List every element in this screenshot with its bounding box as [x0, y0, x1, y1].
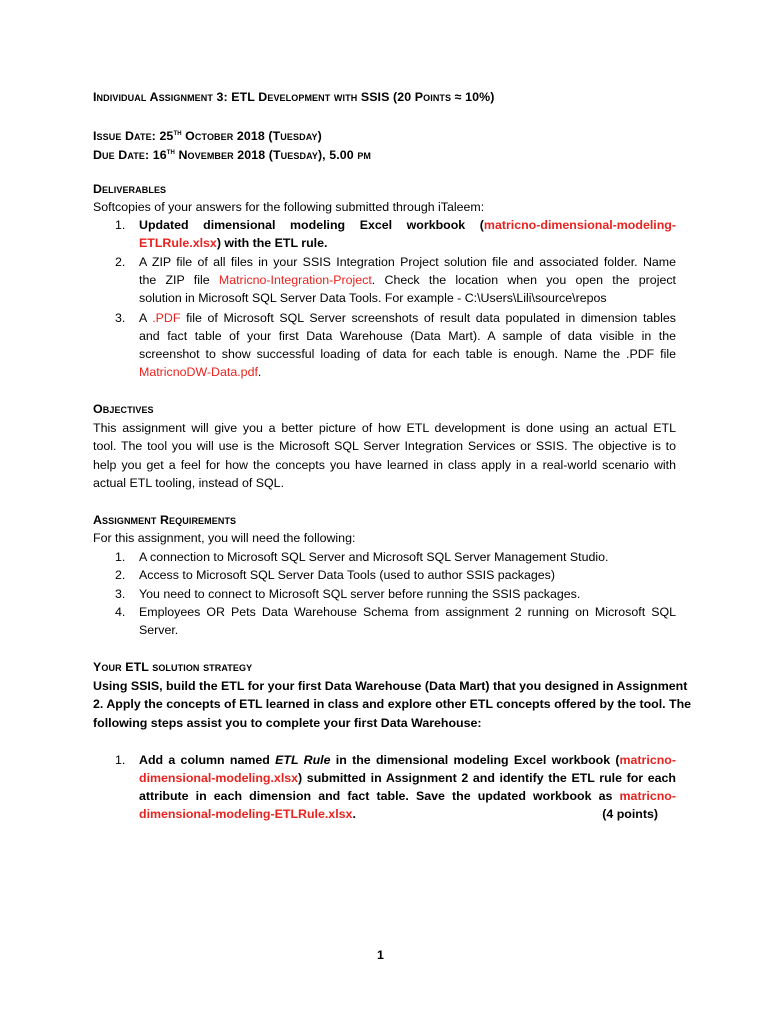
points-label: (4 points)	[602, 807, 658, 821]
strategy-paragraph: Using SSIS, build the ETL for your first Data Warehouse (Data Mart) that you designed in Assignment 2. Apply the concepts of ETL learned in class and explore other ETL concepts offered by the tool. The following steps assist you to complete your first Data Warehouse:	[93, 679, 692, 730]
list-number: 1.	[115, 753, 126, 767]
requirements-intro: For this assignment, you will need the following:	[93, 531, 356, 545]
objectives-paragraph: This assignment will give you a better picture of how ETL development is done using an actual ETL tool. The tool you will use is the Microsoft SQL Server Integration Services or SSIS. The objective is to help you get a feel for how the concepts you have learned in class apply in a real-world scenario with actual ETL tooling, instead of SQL.	[93, 421, 676, 490]
objectives-heading: Objectives	[93, 402, 154, 416]
list-number: 2.	[115, 255, 126, 269]
list-number: 3.	[115, 311, 126, 325]
requirements-heading: Assignment Requirements	[93, 513, 237, 527]
strategy-heading: Your ETL solution strategy	[93, 660, 253, 674]
list-number: 1.	[115, 218, 126, 232]
assignment-title: Individual Assignment 3: ETL Development with SSIS (20 Points ≈ 10%)	[93, 90, 495, 104]
list-number: 1.	[115, 550, 126, 564]
list-number: 2.	[115, 568, 126, 582]
list-number: 4.	[115, 605, 126, 619]
due-date: Due Date: 16th November 2018 (Tuesday), 5.00 pm	[93, 147, 372, 163]
deliverables-heading: Deliverables	[93, 182, 167, 196]
list-number: 3.	[115, 587, 126, 601]
deliverables-intro: Softcopies of your answers for the following submitted through iTaleem:	[93, 200, 485, 214]
page-number: 1	[377, 948, 384, 962]
issue-date: Issue Date: 25th October 2018 (Tuesday)	[93, 128, 322, 144]
